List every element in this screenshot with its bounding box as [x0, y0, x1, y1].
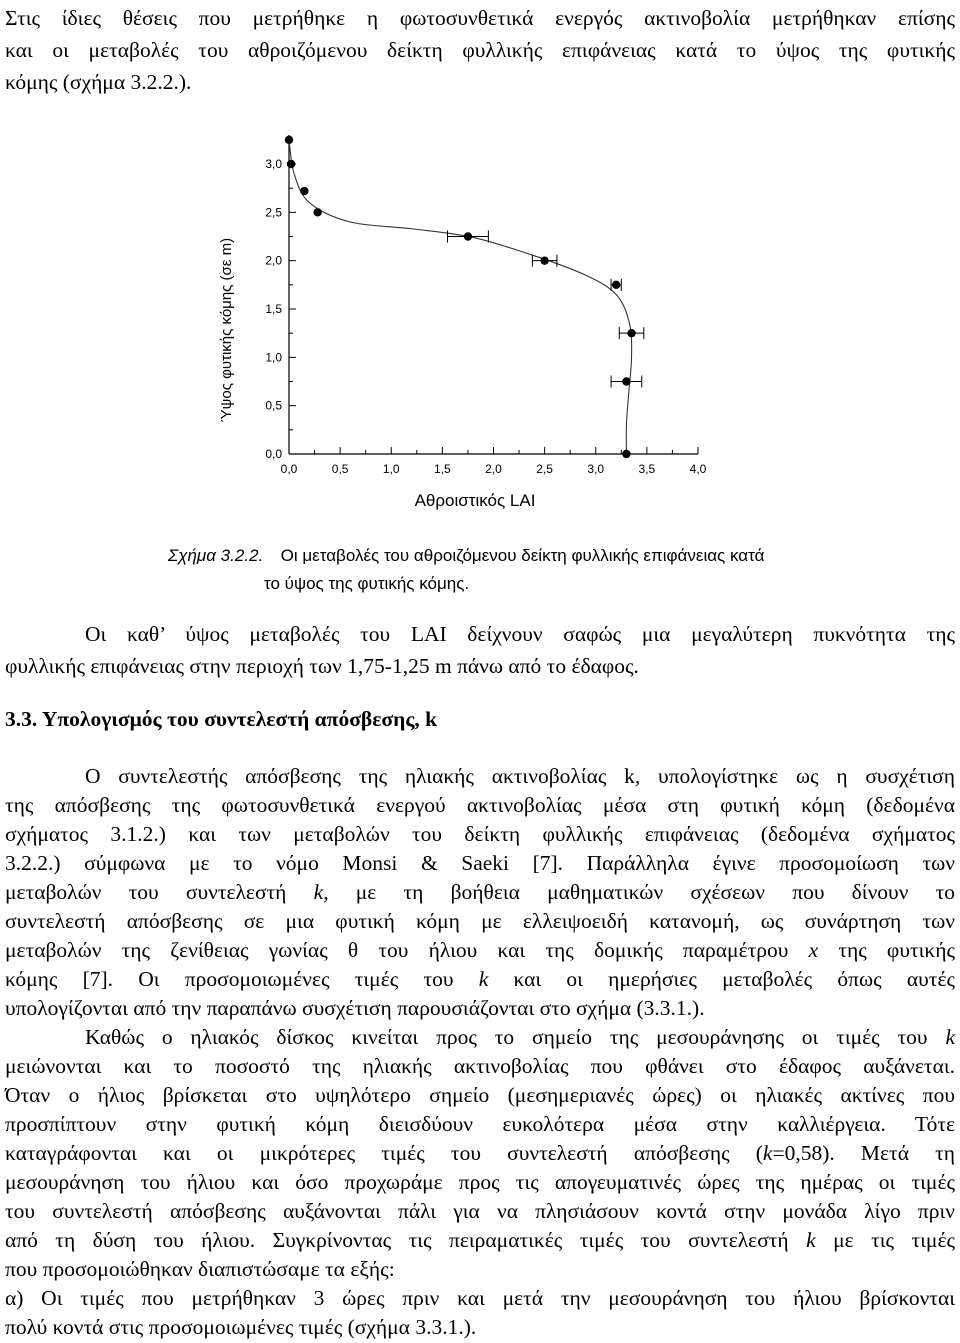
- caption-text-line-2: το ύψος της φυτικής κόμης.: [264, 574, 470, 593]
- chart-x-axis-label: Αθροιστικός LAI: [414, 491, 536, 510]
- x-tick-label: 1,0: [382, 462, 400, 476]
- chart-axes: [289, 135, 698, 454]
- x-tick-label: 3,0: [587, 462, 605, 476]
- p1-line-5: [5, 878, 955, 907]
- p1-line-1: Ο συντελεστής απόσβεσης της ηλιακής ακτινοβολίας k, υπολογίστηκε ως η συσχέτιση: [85, 764, 955, 788]
- p1-line-3: σχήματος 3.1.2.) και των μεταβολών του δείκτη φυλλικής επιφάνειας (δεδομένα σχήματος: [5, 822, 955, 846]
- x-symbol: x: [808, 938, 819, 962]
- section-heading: 3.3. Υπολογισμός του συντελεστή απόσβεσης, k: [5, 707, 438, 731]
- p2-line-5-a: καταγράφονται και οι μικρότερες τιμές του συντελεστή απόσβεσης (: [5, 1141, 763, 1165]
- intro-line-1: Στις ίδιες θέσεις που μετρήθηκε η φωτοσυνθετικά ενεργός ακτινοβολία μετρήθηκαν επίσης: [5, 6, 955, 30]
- x-tick-label: 2,5: [536, 462, 553, 476]
- p1-line-8: [5, 965, 955, 994]
- lai-line-1: Οι καθ’ ύψος μεταβολές του LAI δείχνουν σαφώς μια μεγαλύτερη πυκνότητα της: [85, 622, 955, 646]
- x-tick-label: 3,5: [638, 462, 656, 476]
- x-tick-label: 1,5: [434, 462, 451, 476]
- k-symbol: k: [762, 1141, 773, 1165]
- data-point: [612, 281, 620, 289]
- caption-text-line-1: Οι μεταβολές του αθροιζόμενου δείκτη φυλλικής επιφάνειας κατά: [280, 546, 765, 565]
- p1-line-7-a: μεταβολών της ζενίθειας γωνίας θ του ήλιου και της δομικής παραμέτρου: [5, 938, 809, 962]
- p2-line-10: α) Οι τιμές που μετρήθηκαν 3 ώρες πριν και μετά την μεσουράνηση του ήλιου βρίσκονται: [5, 1286, 955, 1310]
- p2-line-11: πολύ κοντά στις προσομοιωμένες τιμές (σχήμα 3.3.1.).: [5, 1315, 477, 1339]
- chart-ticks: [265, 157, 706, 476]
- x-tick-label: 4,0: [689, 462, 707, 476]
- p2-line-4: προσπίπτουν στην φυτική κόμη διεισδύουν ευκολότερα μέσα στην καλλιέργεια. Τότε: [5, 1112, 955, 1136]
- p1-line-4: 3.2.2.) σύμφωνα με το νόμο Monsi & Saeki [7]. Παράλληλα έγινε προσομοίωση των: [5, 851, 955, 875]
- p2-line-1-a: Καθώς ο ηλιακός δίσκος κινείται προς το σημείο της μεσουράνησης οι τιμές του: [85, 1025, 946, 1049]
- y-tick-label: 0,5: [265, 398, 282, 413]
- data-point: [540, 256, 548, 264]
- x-tick-label: 2,0: [485, 462, 502, 476]
- lai-line-2: φυλλικής επιφάνειας στην περιοχή των 1,75-1,25 m πάνω από το έδαφος.: [5, 654, 639, 678]
- p2-line-8-a: από τη δύση του ήλιου. Συγκρίνοντας τις πειραματικές τιμές του συντελεστή: [5, 1228, 807, 1252]
- data-point: [300, 187, 308, 195]
- p2-line-2: μειώνονται και το ποσοστό της ηλιακής ακτινοβολίας που φθάνει στο έδαφος αυξάνεται.: [5, 1054, 955, 1078]
- p1-line-8-a: κόμης [7]. Οι προσομοιωμένες τιμές του: [5, 967, 479, 991]
- p1-line-7-b: της φυτικής: [818, 938, 955, 962]
- fit-curve: [289, 140, 632, 454]
- x-tick-label: 0,5: [331, 462, 349, 476]
- y-tick-label: 1,0: [265, 350, 282, 365]
- chart-fit-curve-group: [289, 140, 632, 454]
- y-tick-label: 3,0: [265, 157, 282, 171]
- p1-line-2: της απόσβεσης της φωτοσυνθετικά ενεργού ακτινοβολίας μέσα στη φυτική κόμη (δεδομένα: [5, 793, 955, 817]
- p2-line-8: [5, 1226, 955, 1255]
- p2-line-9: που προσομοιώθηκαν διαπιστώσαμε τα εξής:: [5, 1257, 395, 1281]
- data-point: [464, 232, 472, 240]
- p2-line-8-b: με τις τιμές: [815, 1228, 955, 1252]
- p1-line-6: συντελεστή απόσβεσης σε μια φυτική κόμη με ελλειψοειδή κατανομή, ως συνάρτηση των: [5, 909, 955, 933]
- p2-line-6: μεσουράνηση του ήλιου και όσο προχωράμε προς τις απογευματινές ώρες της ημέρας οι τιμές: [5, 1170, 955, 1194]
- data-point: [622, 450, 630, 458]
- chart-y-axis-label: Ύψος φυτικής κόμης (σε m): [218, 237, 235, 423]
- k-symbol: k: [478, 967, 489, 991]
- x-tick-label: 0,0: [280, 462, 298, 476]
- k-symbol: k: [945, 1025, 955, 1049]
- y-tick-label: 2,5: [265, 205, 282, 220]
- p2-line-1: [5, 1023, 955, 1052]
- k-symbol: k: [806, 1228, 816, 1252]
- y-tick-label: 2,0: [265, 253, 282, 268]
- p2-line-3: Όταν ο ήλιος βρίσκεται στο υψηλότερο σημείο (μεσημεριανές ώρες) οι ηλιακές ακτίνες που: [5, 1083, 955, 1107]
- p2-line-5: [5, 1139, 955, 1168]
- p1-line-5-b: , με τη βοήθεια μαθηματικών σχέσεων που δίνουν το: [323, 880, 956, 904]
- data-point: [622, 377, 630, 385]
- intro-line-3: κόμης (σχήμα 3.2.2.).: [5, 70, 192, 94]
- intro-line-2: και οι μεταβολές του αθροιζόμενου δείκτη φυλλικής επιφάνειας κατά το ύψος της φυτικής: [5, 38, 955, 62]
- p2-line-5-b: =0,58). Μετά τη: [772, 1141, 955, 1165]
- data-point: [287, 160, 295, 168]
- caption-label: Σχήμα 3.2.2.: [168, 546, 264, 565]
- p1-line-9: υπολογίζονται από την παραπάνω συσχέτιση παρουσιάζονται στο σχήμα (3.3.1.).: [5, 996, 705, 1020]
- data-point: [627, 329, 635, 337]
- data-point: [285, 136, 293, 144]
- p1-line-5-a: μεταβολών του συντελεστή: [5, 880, 314, 904]
- p1-line-7: [5, 936, 955, 965]
- y-tick-label: 1,5: [265, 302, 282, 316]
- y-tick-label: 0,0: [265, 447, 282, 461]
- k-symbol: k: [313, 880, 324, 904]
- p2-line-7: του συντελεστή απόσβεσης αυξάνονται πάλι για να πλησιάσουν κοντά στην μονάδα λίγο πριν: [5, 1199, 955, 1223]
- p1-line-8-b: και οι ημερήσιες μεταβολές όπως αυτές: [488, 967, 955, 991]
- data-point: [313, 208, 321, 216]
- chart-points: [285, 136, 644, 459]
